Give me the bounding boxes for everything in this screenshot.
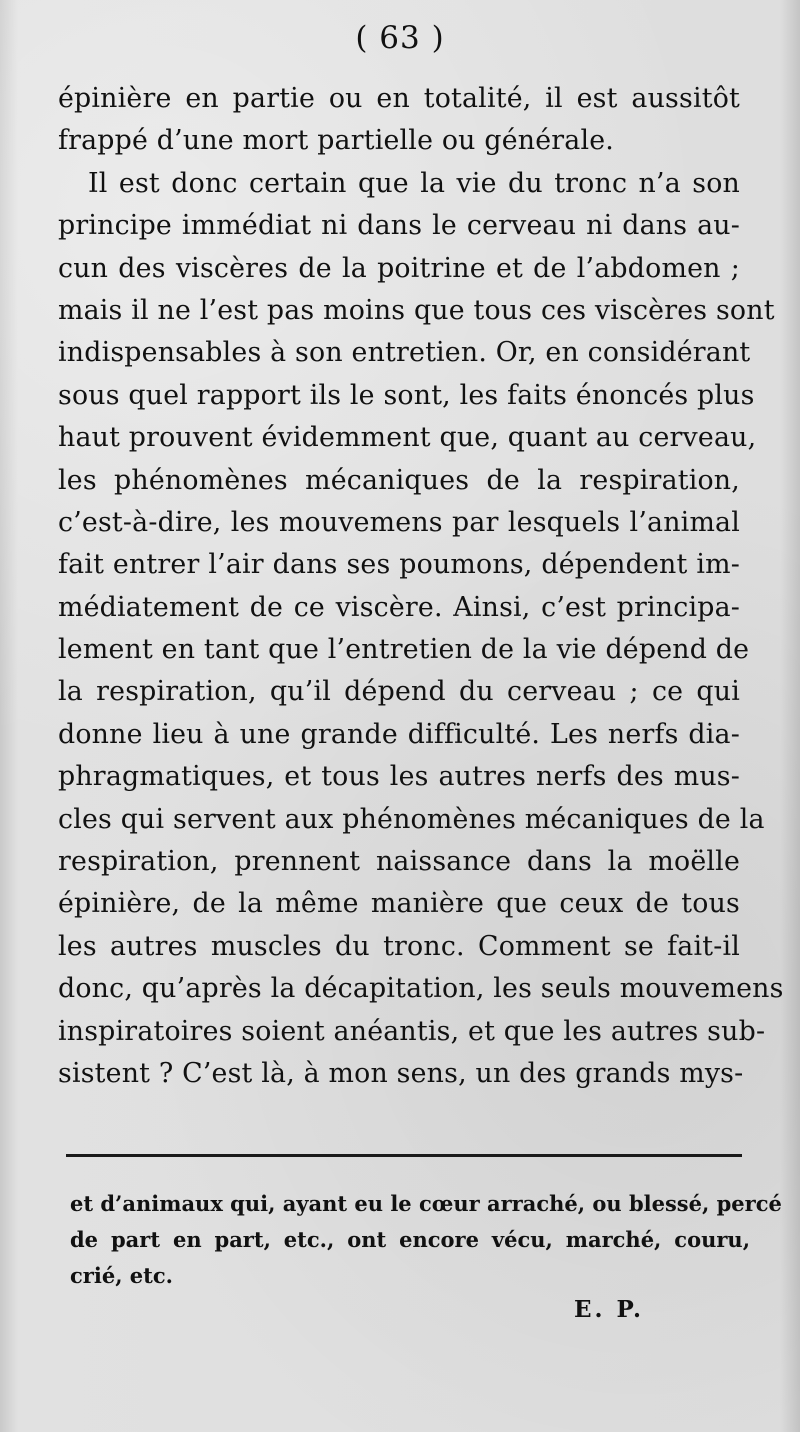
text-line: fait entrer l’air dans ses poumons, dépendent im- [58,549,740,581]
text-line: cles qui servent aux phénomènes mécaniques de la [58,803,765,835]
text-line: indispensables à son entretien. Or, en considérant [58,337,751,369]
text-line: inspiratoires soient anéantis, et que les autres sub- [58,1015,766,1047]
text-line: phragmatiques, et tous les autres nerfs des mus- [58,761,740,793]
text-line: médiatement de ce viscère. Ainsi, c’est principa- [58,591,740,623]
text-line: haut prouvent évidemment que, quant au cerveau, [58,422,757,454]
footnote-line: crié, etc. [70,1263,173,1288]
text-line: donne lieu à une grande difficulté. Les nerfs dia- [58,718,740,750]
text-line: épinière en partie ou en totalité, il est aussitôt [58,83,740,114]
text-line: Il est donc certain que la vie du tronc n’a son [88,167,740,199]
text-line: respiration, prennent naissance dans la moëlle [58,846,740,878]
text-line: la respiration, qu’il dépend du cerveau ; ce qui [58,676,740,708]
page-number: ( 63 ) [355,20,445,56]
text-line: les phénomènes mécaniques de la respiration, [58,464,740,496]
signature: E. P. [574,1296,645,1323]
main-text [58,78,784,1095]
footnote-divider [66,1154,742,1157]
text-line: lement en tant que l’entretien de la vie dépend de [58,634,750,666]
text-line: sistent ? C’est là, à mon sens, un des grands mys- [58,1057,744,1089]
footnote-line: et d’animaux qui, ayant eu le cœur arraché, ou blessé, percé [70,1191,782,1216]
text-line: principe immédiat ni dans le cerveau ni dans au- [58,210,740,242]
text-line: donc, qu’après la décapitation, les seuls mouvemens [58,973,784,1005]
text-line: frappé d’une mort partielle ou générale. [58,125,615,157]
footnote [70,1186,782,1294]
text-line: mais il ne l’est pas moins que tous ces viscères sont [58,294,775,326]
text-line: cun des viscères de la poitrine et de l’abdomen ; [58,252,740,284]
text-line: sous quel rapport ils le sont, les faits énoncés plus [58,379,755,411]
footnote-line: de part en part, etc., ont encore vécu, marché, couru, [70,1227,750,1252]
text-line: les autres muscles du tronc. Comment se fait-il [58,930,740,962]
text-line: épinière, de la même manière que ceux de tous [58,888,740,920]
text-line: c’est-à-dire, les mouvemens par lesquels l’animal [58,506,740,538]
